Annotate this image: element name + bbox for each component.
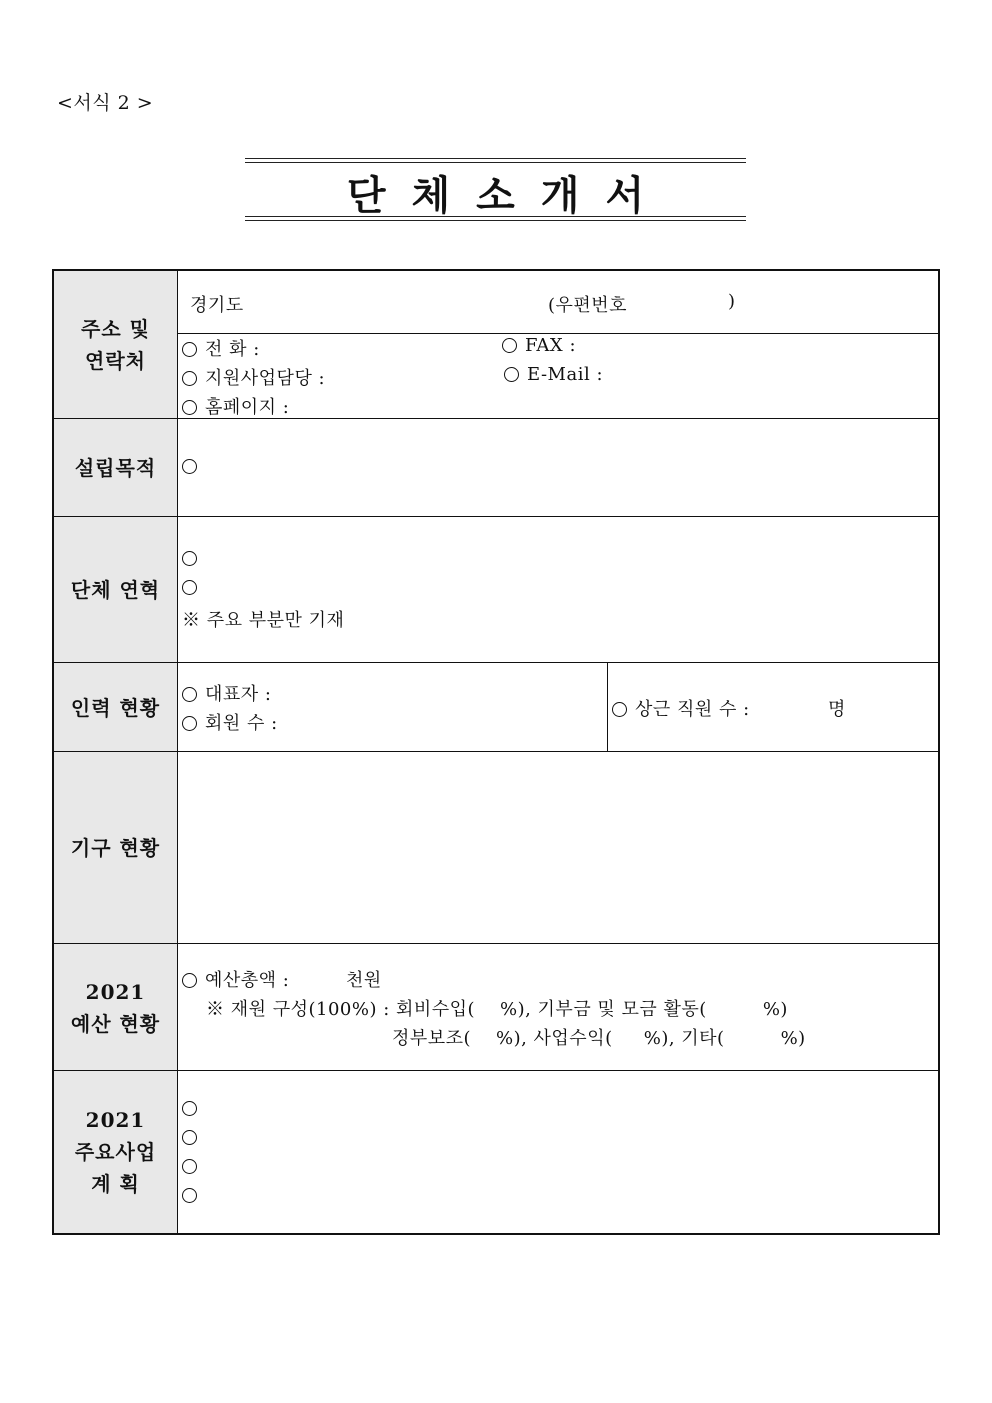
bullet-circle-icon: [612, 702, 627, 717]
bullet-circle-icon: [182, 973, 197, 988]
province-text: 경기도: [190, 295, 244, 316]
bullet-circle-icon: [182, 687, 197, 702]
header-staff: 인력 현황: [54, 663, 178, 752]
bullet-circle-icon: [182, 551, 197, 566]
history-item[interactable]: [182, 548, 205, 569]
history-item[interactable]: [182, 577, 205, 598]
bullet-circle-icon: [182, 400, 197, 415]
form-number-label: <서식 2 >: [57, 92, 154, 114]
budget-composition-line1: ※ 재원 구성(100%) : 회비수입( %), 기부금 및 모금 활동( %): [206, 999, 788, 1020]
plan-item[interactable]: [182, 1098, 205, 1119]
bullet-circle-icon: [182, 1159, 197, 1174]
header-budget: 2021 예산 현황: [54, 944, 178, 1071]
bullet-circle-icon: [182, 580, 197, 595]
fax-field[interactable]: FAX :: [502, 335, 576, 356]
header-purpose: 설립목적: [54, 419, 178, 517]
bullet-circle-icon: [182, 371, 197, 386]
header-plan: 2021 주요사업 계 획: [54, 1071, 178, 1233]
title-box: [245, 158, 746, 221]
budget-total-field[interactable]: 예산총액 :: [182, 966, 289, 992]
postal-code-close: ): [728, 291, 736, 312]
purpose-field[interactable]: [182, 456, 205, 477]
bullet-circle-icon: [182, 1101, 197, 1116]
bullet-circle-icon: [502, 338, 517, 353]
header-org: 기구 현황: [54, 752, 178, 944]
representative-field[interactable]: 대표자 :: [182, 680, 271, 706]
plan-item[interactable]: [182, 1156, 205, 1177]
bullet-circle-icon: [182, 459, 197, 474]
plan-item[interactable]: [182, 1185, 205, 1206]
plan-item[interactable]: [182, 1127, 205, 1148]
org-chart-area[interactable]: [179, 752, 938, 943]
document-title: 단체소개서: [346, 173, 671, 219]
phone-field[interactable]: 전 화 :: [182, 335, 260, 361]
manager-field[interactable]: 지원사업담당 :: [182, 364, 325, 390]
header-address: 주소 및 연락처: [54, 271, 178, 419]
intro-form-table: [52, 269, 940, 1235]
bullet-circle-icon: [182, 342, 197, 357]
budget-total-unit: 천원: [346, 970, 382, 991]
postal-code-label: (우편번호: [548, 295, 628, 316]
bullet-circle-icon: [182, 716, 197, 731]
bullet-circle-icon: [182, 1188, 197, 1203]
header-history: 단체 연혁: [54, 517, 178, 663]
bullet-circle-icon: [504, 367, 519, 382]
budget-composition-line2: 정부보조( %), 사업수익( %), 기타( %): [392, 1028, 806, 1049]
fulltime-staff-field[interactable]: 상근 직원 수 :: [612, 695, 750, 721]
history-note: ※ 주요 부분만 기재: [182, 610, 345, 631]
homepage-field[interactable]: 홈페이지 :: [182, 393, 289, 419]
fulltime-staff-unit: 명: [828, 699, 846, 720]
members-field[interactable]: 회원 수 :: [182, 709, 278, 735]
bullet-circle-icon: [182, 1130, 197, 1145]
email-field[interactable]: E-Mail :: [504, 364, 603, 385]
